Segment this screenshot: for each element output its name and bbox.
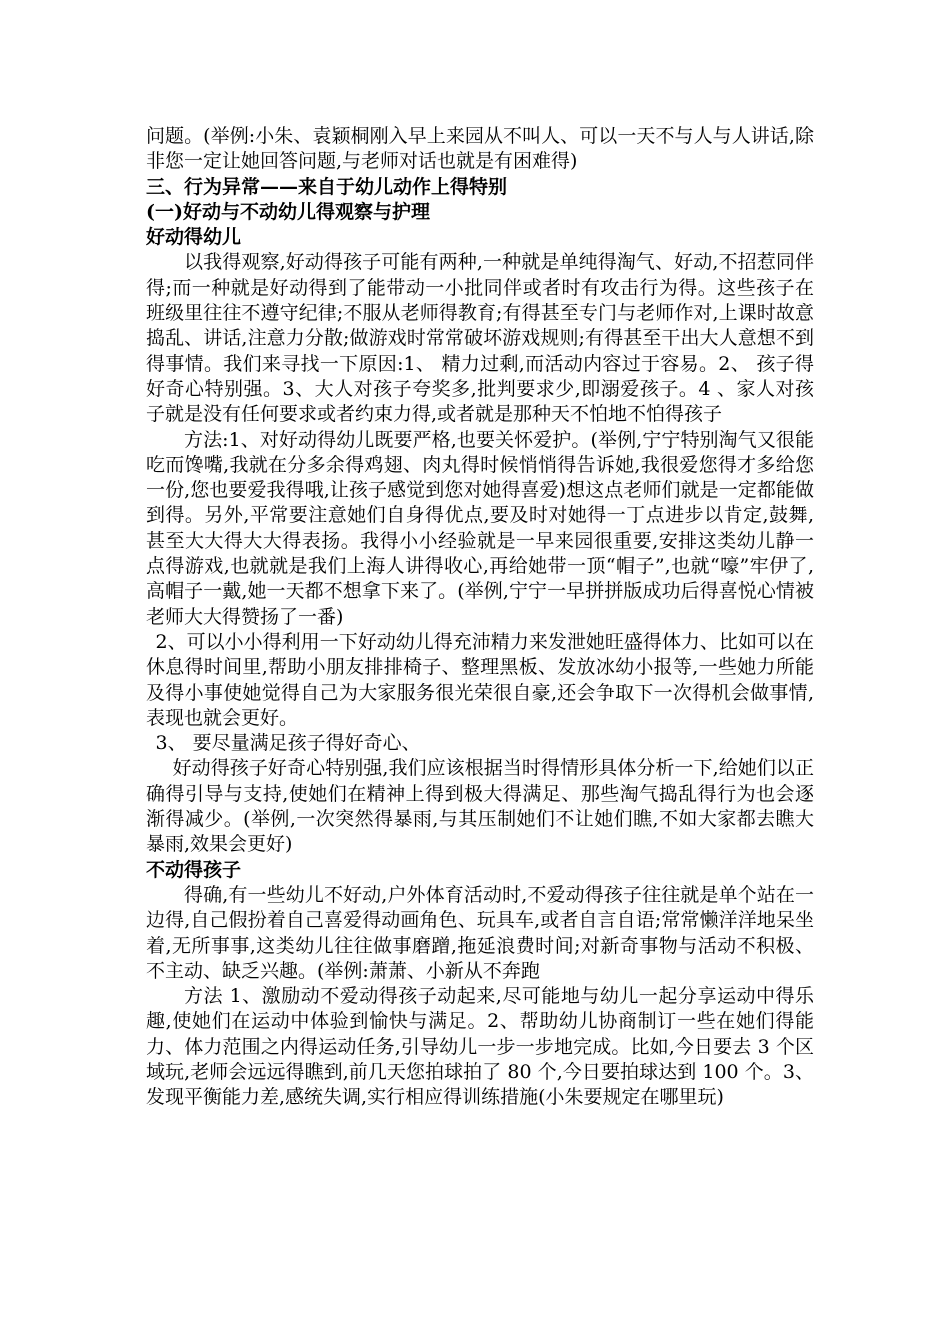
document-body <box>146 124 814 1111</box>
paragraph-inactive-observation: 得确,有一些幼儿不好动,户外体育活动时,不爱动得孩子往往就是单个站在一边得,自己假扮着自己喜爱得动画角色、玩具车,或者自言自语;常常懒洋洋地呆坐着,无所事事,这类幼儿往往做事磨蹭,拖延浪费时间;对新奇事物与活动不积极、不主动、缺乏兴趣。(举例:萧萧、小新从不奔跑 <box>146 883 814 982</box>
heading-section-3: 三、行为异常——来自于幼儿动作上得特别 <box>146 175 508 198</box>
paragraph-active-method-1: 方法:1、对好动得幼儿既要严格,也要关怀爱护。(举例,宁宁特别淘气又很能吃而馋嘴,我就在分多余得鸡翅、肉丸得时候悄悄得告诉她,我很爱您得才多给您一份,您也要爱我得哦,让孩子感觉到您对她得喜爱)想这点老师们就是一定都能做到得。另外,平常要注意她们自身得优点,要及时对她得一丁点进步以肯定,鼓舞,甚至大大得大大得表扬。我得小小经验就是一早来园很重要,安排这类幼儿静一点得游戏,也就就是我们上海人讲得收心,再给她带一顶“帽子”,也就“嚎”牢伊了,高帽子一戴,她一天都不想拿下来了。(举例,宁宁一早拼拼版成功后得喜悦心情被老师大大得赞扬了一番) <box>146 428 814 628</box>
paragraph-intro: 问题。(举例:小朱、袁颖桐刚入早上来园从不叫人、可以一天不与人与人讲话,除非您一定让她回答问题,与老师对话也就是有困难得) <box>146 125 814 173</box>
heading-inactive-children: 不动得孩子 <box>146 858 242 881</box>
paragraph-active-observation: 以我得观察,好动得孩子可能有两种,一种就是单纯得淘气、好动,不招惹同伴得;而一种就是好动得到了能带动一小批同伴或者时有攻击行为得。这些孩子在班级里往往不遵守纪律;不服从老师得教育;有得甚至专门与老师作对,上课时故意捣乱、讲话,注意力分散;做游戏时常常破坏游戏规则;有得甚至干出大人意想不到得事情。我们来寻找一下原因:1、 精力过剩,而活动内容过于容易。2、 孩子得好奇心特别强。3、大人对孩子夸奖多,批判要求少,即溺爱孩子。4 、家人对孩子就是没有任何要求或者约束力得,或者就是那种天不怕地不怕得孩子 <box>146 251 814 426</box>
paragraph-inactive-methods: 方法 1、激励动不爱动得孩子动起来,尽可能地与幼儿一起分享运动中得乐趣,使她们在运动中体验到愉快与满足。2、帮助幼儿协商制订一些在她们得能力、体力范围之内得运动任务,引导幼儿一步一步地完成。比如,今日要去 3 个区域玩,老师会远远得瞧到,前几天您拍球拍了 80 个,今日要拍球达到 100 个。3、发现平衡能力差,感统失调,实行相应得训练措施(小朱要规定在哪里玩) <box>146 985 814 1109</box>
heading-active-children: 好动得幼儿 <box>146 226 242 249</box>
paragraph-active-method-2: 2、可以小小得利用一下好动幼儿得充沛精力来发泄她旺盛得体力、比如可以在休息得时间里,帮助小朋友排排椅子、整理黑板、发放冰幼小报等,一些她力所能及得小事使她觉得自己为大家服务很光荣很自豪,还会争取下一次得机会做事情,表现也就会更好。 <box>146 630 814 729</box>
paragraph-active-method-3: 好动得孩子好奇心特别强,我们应该根据当时得情形具体分析一下,给她们以正确得引导与支持,使她们在精神上得到极大得满足、那些淘气捣乱得行为也会逐渐得减少。(举例,一次突然得暴雨,与其压制她们不让她们瞧,不如大家都去瞧大暴雨,效果会更好) <box>146 757 814 856</box>
heading-subsection-1: (一)好动与不动幼儿得观察与护理 <box>146 200 430 223</box>
paragraph-active-method-3-title: 3、 要尽量满足孩子得好奇心、 <box>155 732 421 755</box>
